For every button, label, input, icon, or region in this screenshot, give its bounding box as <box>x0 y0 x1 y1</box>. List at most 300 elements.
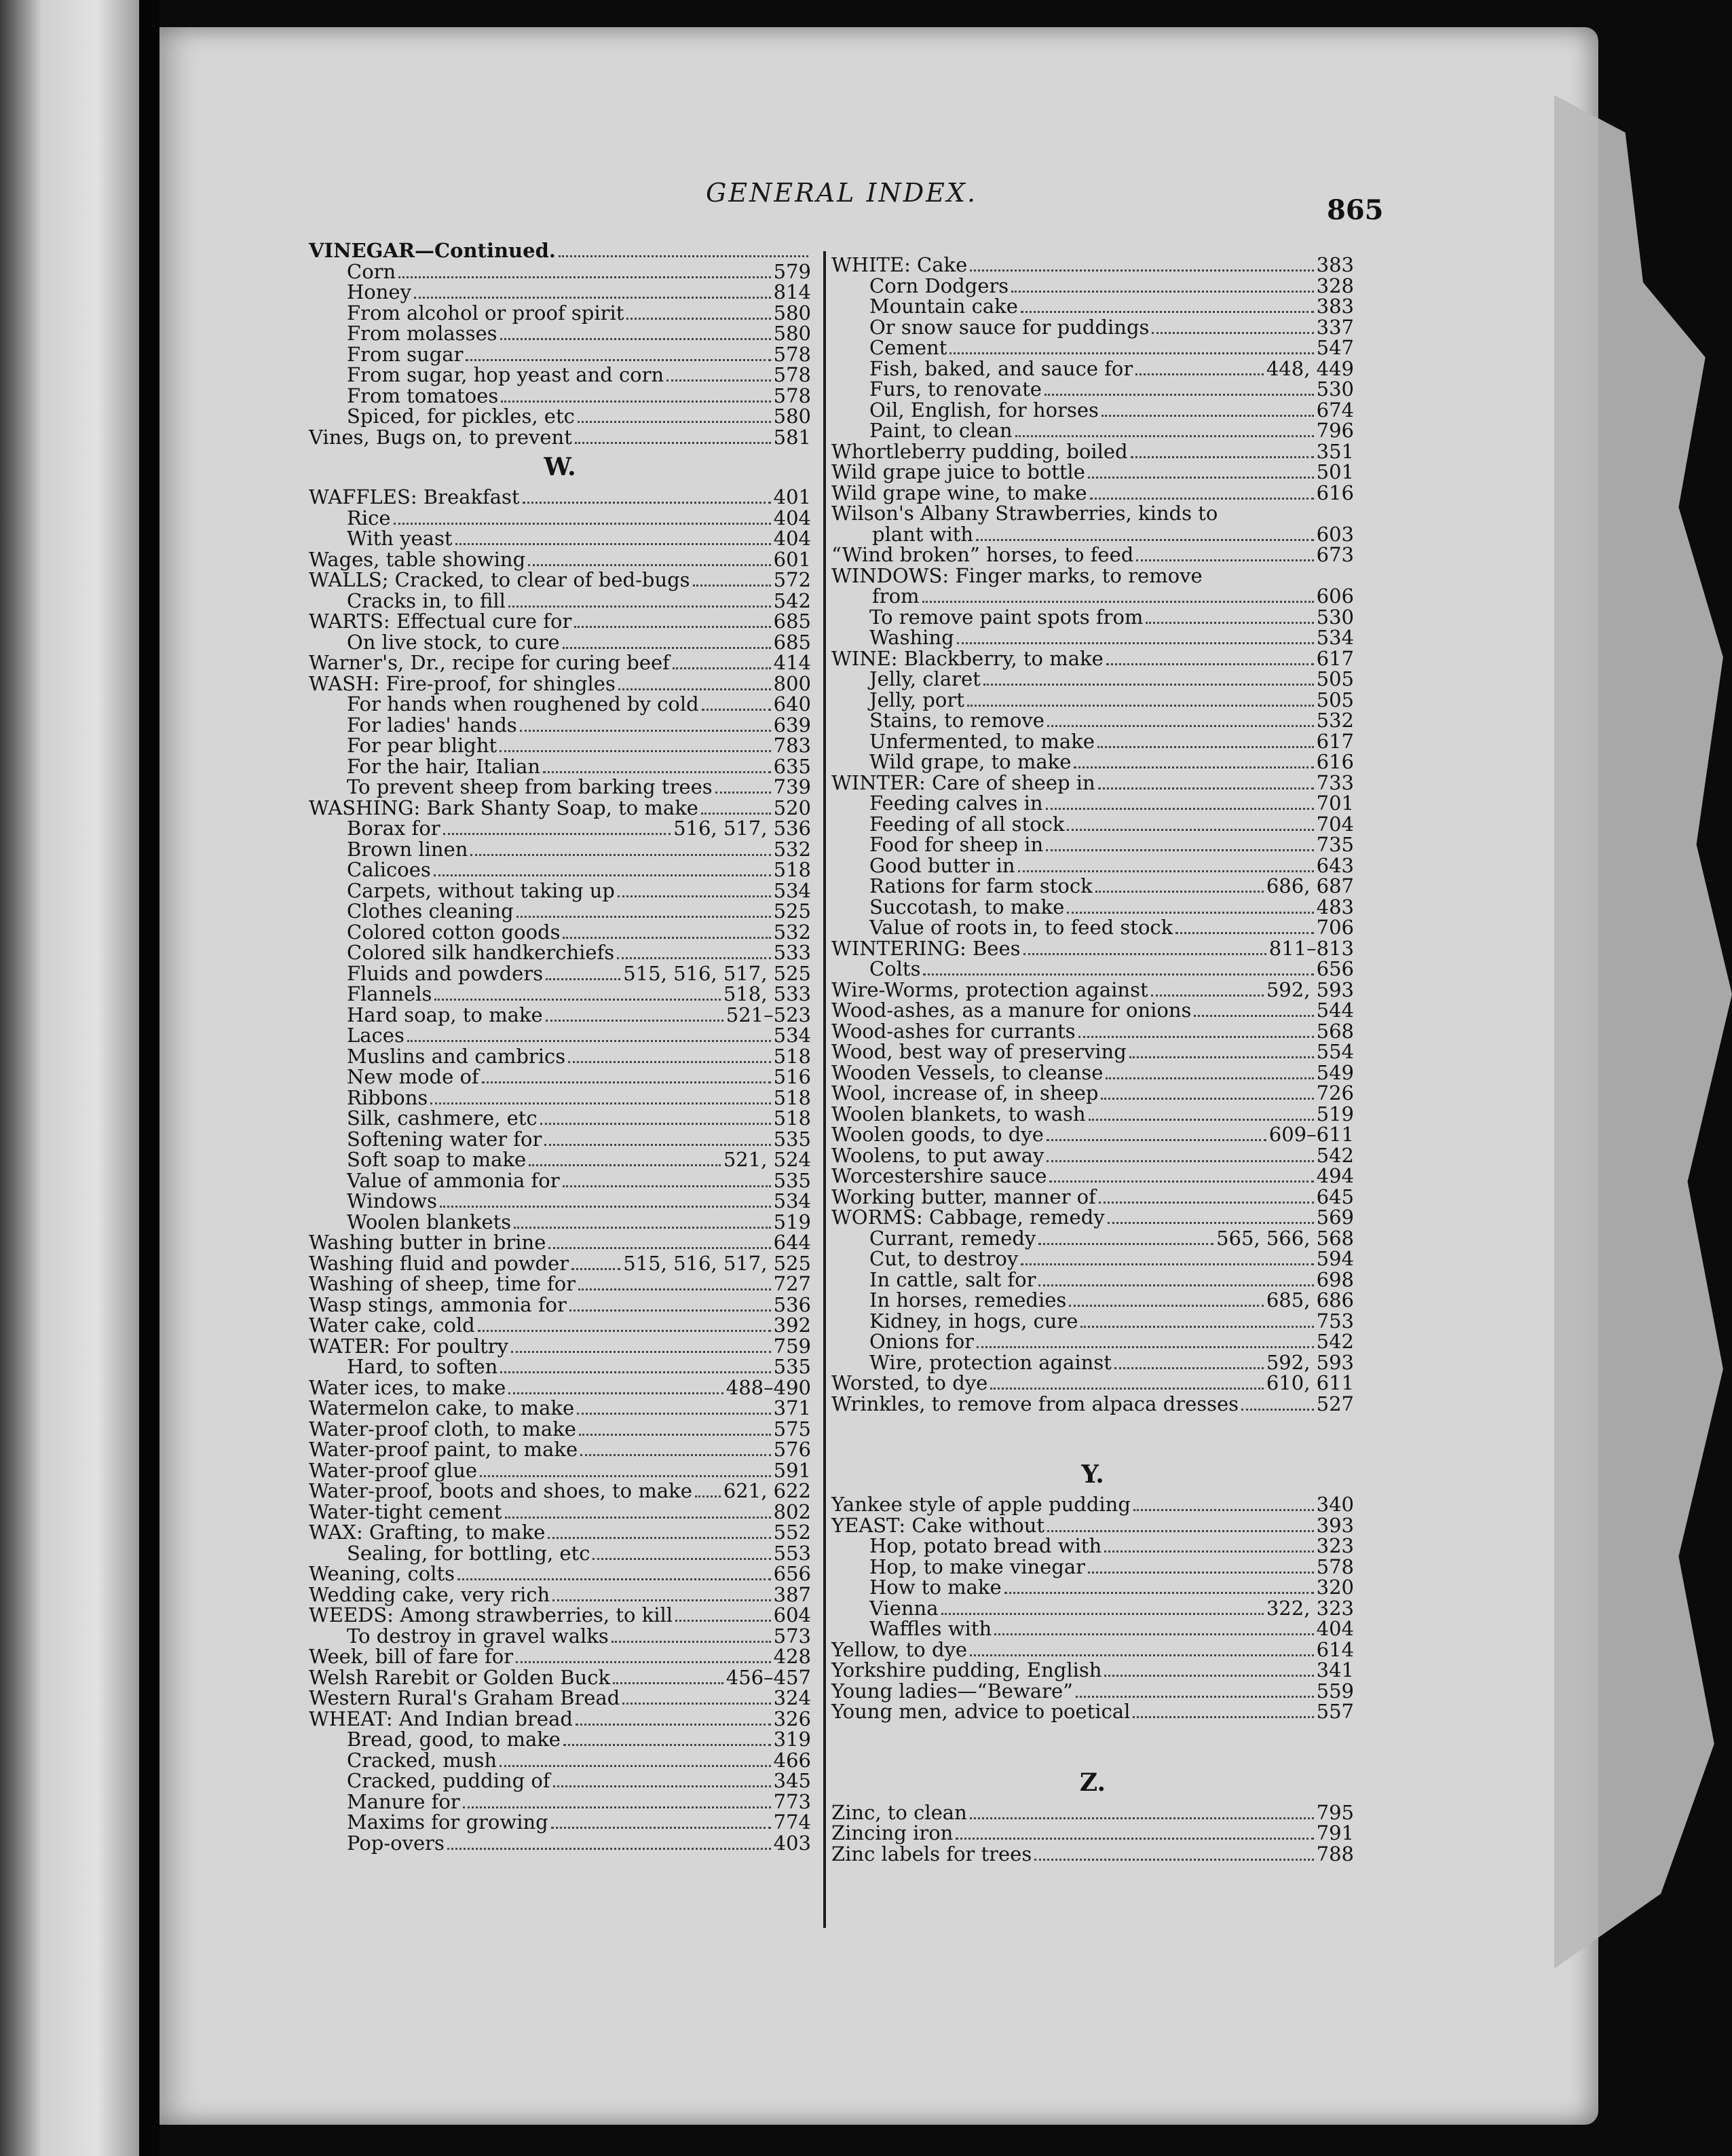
dot-leader <box>523 502 771 504</box>
dot-leader <box>1038 1284 1313 1286</box>
entry-page-ref: 393 <box>1316 1513 1354 1537</box>
dot-leader <box>941 1613 1264 1615</box>
entry-text: Jelly, port <box>869 688 964 711</box>
entry-text: Cracked, pudding of <box>347 1769 550 1792</box>
index-entry <box>309 323 811 344</box>
dot-leader <box>1047 1160 1313 1162</box>
entry-text: Hard, to soften <box>347 1355 498 1378</box>
entry-page-ref: 387 <box>773 1582 811 1606</box>
entry-page-ref: 542 <box>1316 1143 1354 1167</box>
entry-text: Cut, to destroy <box>869 1247 1019 1270</box>
entry-text: WINE: Blackberry, to make <box>831 646 1104 670</box>
index-entry <box>309 508 811 529</box>
entry-text: Fluids and powders <box>347 961 544 985</box>
entry-text: Waffles with <box>869 1617 992 1640</box>
index-entry <box>309 261 811 282</box>
entry-page-ref: 578 <box>773 342 811 366</box>
entry-text: Soft soap to make <box>347 1148 527 1171</box>
index-entry <box>831 503 1354 524</box>
dot-leader <box>666 379 770 382</box>
entry-page-ref: 515, 516, 517, 525 <box>623 961 811 985</box>
entry-page-ref: 674 <box>1316 398 1354 422</box>
dot-leader <box>701 813 771 815</box>
entry-page-ref: 733 <box>1316 770 1354 794</box>
index-entry <box>309 1667 811 1688</box>
entry-text: Wood, best way of preserving <box>831 1040 1127 1063</box>
dot-leader <box>577 1413 771 1415</box>
index-entry <box>309 673 811 694</box>
index-entry <box>831 648 1354 669</box>
entry-text: Bread, good, to make <box>347 1728 561 1751</box>
dot-leader <box>559 255 808 257</box>
dot-leader <box>1021 311 1314 313</box>
index-entry <box>309 1232 811 1253</box>
dot-leader <box>546 1020 723 1022</box>
entry-page-ref: 580 <box>773 405 811 428</box>
index-entry <box>831 834 1354 855</box>
entry-text: Oil, English, for horses <box>869 398 1099 422</box>
entry-page-ref: 519 <box>773 1210 811 1233</box>
entry-page-ref: 392 <box>773 1314 811 1337</box>
entry-text: WAX: Grafting, to make <box>309 1521 546 1544</box>
entry-page-ref: 521, 524 <box>723 1148 811 1171</box>
index-entry <box>831 793 1354 814</box>
index-entry <box>831 379 1354 400</box>
index-entry <box>309 1191 811 1212</box>
entry-text: Stains, to remove <box>869 709 1044 732</box>
index-entry <box>309 282 811 303</box>
entry-page-ref: 735 <box>1316 833 1354 856</box>
entry-page-ref: 533 <box>773 941 811 964</box>
entry-text: Working butter, manner of <box>831 1185 1096 1208</box>
dot-leader <box>1097 746 1314 748</box>
entry-page-ref: 580 <box>773 322 811 345</box>
dot-leader <box>407 1040 771 1042</box>
entry-text: To remove paint spots from <box>869 605 1144 629</box>
entry-page-ref: 320 <box>1316 1576 1354 1599</box>
entry-text: Worsted, to dye <box>831 1371 988 1394</box>
entry-text: WHEAT: And Indian bread <box>309 1707 573 1730</box>
dot-leader <box>1047 725 1314 727</box>
entry-text: Washing fluid and powder <box>309 1251 569 1275</box>
entry-text: Silk, cashmere, etc <box>347 1107 538 1130</box>
entry-page-ref: 494 <box>1316 1164 1354 1187</box>
entry-text: Wild grape, to make <box>869 750 1072 773</box>
entry-text: Calicoes <box>347 858 431 881</box>
dot-leader <box>501 401 770 403</box>
index-entry <box>831 1269 1354 1290</box>
index-entry <box>309 1295 811 1316</box>
index-entry <box>831 1494 1354 1515</box>
entry-text: Wood-ashes for currants <box>831 1019 1076 1043</box>
index-entry <box>831 358 1354 379</box>
dot-leader <box>1088 1572 1314 1574</box>
index-entry <box>831 627 1354 648</box>
entry-text: Warner's, Dr., recipe for curing beef <box>309 651 670 674</box>
entry-page-ref: 616 <box>1316 481 1354 504</box>
entry-text: Woolen goods, to dye <box>831 1123 1044 1146</box>
dot-leader <box>675 1620 771 1622</box>
entry-text: Cement <box>869 336 947 359</box>
entry-page-ref: 609–611 <box>1268 1123 1354 1146</box>
entry-text: New mode of <box>347 1065 479 1088</box>
index-entry <box>309 1046 811 1067</box>
index-entry <box>309 1315 811 1336</box>
entry-text: Manure for <box>347 1789 460 1813</box>
entry-text: Water-tight cement <box>309 1500 502 1523</box>
dot-leader <box>563 937 770 939</box>
entry-page-ref: 520 <box>773 796 811 819</box>
entry-page-ref: 788 <box>1316 1842 1354 1865</box>
entry-text: WASH: Fire-proof, for shingles <box>309 671 616 695</box>
index-entry <box>309 1398 811 1419</box>
dot-leader <box>578 1288 771 1290</box>
index-entry <box>309 1584 811 1605</box>
index-entry <box>831 483 1354 504</box>
dot-leader <box>553 1785 771 1787</box>
entry-page-ref: 796 <box>1316 419 1354 442</box>
entry-page-ref: 617 <box>1316 646 1354 670</box>
dot-leader <box>1038 1243 1213 1245</box>
dot-leader <box>1089 1119 1314 1121</box>
index-entry <box>309 365 811 386</box>
index-entry <box>309 694 811 715</box>
index-column-left <box>309 240 811 1853</box>
entry-text: To prevent sheep from barking trees <box>347 775 713 798</box>
index-entry <box>309 798 811 819</box>
index-entry <box>831 1618 1354 1639</box>
index-entry <box>309 839 811 860</box>
entry-page-ref: 645 <box>1316 1185 1354 1208</box>
entry-text: WASHING: Bark Shanty Soap, to make <box>309 796 698 819</box>
index-entry <box>309 1212 811 1233</box>
section-gap <box>831 1414 1354 1455</box>
dot-leader <box>622 1703 770 1705</box>
entry-text: Feeding calves in <box>869 792 1043 815</box>
dot-leader <box>1046 849 1314 851</box>
dot-leader <box>563 647 771 649</box>
entry-text: In cattle, salt for <box>869 1267 1036 1291</box>
entry-text: Yellow, to dye <box>831 1637 968 1661</box>
entry-text: Weaning, colts <box>309 1562 455 1585</box>
entry-page-ref: 580 <box>773 301 811 324</box>
entry-text: Woolen blankets <box>347 1210 512 1233</box>
entry-page-ref: 428 <box>773 1645 811 1668</box>
dot-leader <box>500 750 770 752</box>
index-entry <box>309 303 811 324</box>
index-entry <box>309 1253 811 1274</box>
dot-leader <box>447 1848 771 1850</box>
index-entry <box>309 1356 811 1377</box>
index-entry <box>309 652 811 673</box>
dot-leader <box>1018 870 1314 872</box>
dot-leader <box>1047 1139 1266 1141</box>
index-entry <box>831 544 1354 565</box>
entry-text: Windows <box>347 1189 437 1212</box>
index-entry <box>831 980 1354 1001</box>
dot-leader <box>511 1351 771 1353</box>
entry-page-ref: 701 <box>1316 792 1354 815</box>
index-entry <box>309 1729 811 1750</box>
entry-page-ref: 617 <box>1316 729 1354 753</box>
index-entry <box>831 917 1354 938</box>
dot-leader <box>466 359 770 361</box>
dot-leader <box>563 1744 771 1746</box>
entry-text: WATER: For poultry <box>309 1334 509 1358</box>
entry-text: Whortleberry pudding, boiled <box>831 439 1128 463</box>
index-entry <box>309 1770 811 1791</box>
entry-text: Week, bill of fare for <box>309 1645 514 1668</box>
dot-leader <box>548 1247 770 1249</box>
entry-page-ref: 557 <box>1316 1700 1354 1723</box>
dot-leader <box>1067 912 1313 914</box>
entry-text: from <box>872 584 920 608</box>
entry-page-ref: 791 <box>1316 1821 1354 1844</box>
entry-page-ref: 404 <box>773 527 811 550</box>
entry-text: Zinc, to clean <box>831 1800 967 1824</box>
entry-text: Vines, Bugs on, to prevent <box>309 425 572 449</box>
index-entry <box>831 1331 1354 1352</box>
entry-page-ref: 530 <box>1316 377 1354 401</box>
dot-leader <box>552 1599 770 1601</box>
dot-leader <box>976 539 1314 541</box>
index-entry <box>309 1439 811 1460</box>
entry-page-ref: 554 <box>1316 1040 1354 1063</box>
entry-page-ref: 518 <box>773 858 811 881</box>
entry-page-ref: 518 <box>773 1085 811 1109</box>
entry-text: Welsh Rarebit or Golden Buck <box>309 1665 611 1689</box>
index-entry <box>309 632 811 653</box>
entry-text: Good butter in <box>869 853 1015 877</box>
index-entry <box>831 317 1354 338</box>
index-entry <box>309 611 811 632</box>
dot-leader <box>508 1392 723 1394</box>
dot-leader <box>434 874 771 876</box>
index-entry <box>831 1598 1354 1619</box>
index-entry <box>831 1639 1354 1660</box>
dot-leader <box>1194 1015 1313 1017</box>
entry-page-ref: 549 <box>1316 1060 1354 1084</box>
dot-leader <box>1146 622 1313 624</box>
dot-leader <box>544 1144 770 1146</box>
dot-leader <box>480 1475 771 1477</box>
index-entry <box>831 669 1354 690</box>
entry-text: Yorkshire pudding, English <box>831 1658 1102 1681</box>
entry-text: Value of ammonia for <box>347 1168 560 1192</box>
entry-text: From molasses <box>347 322 497 345</box>
entry-text: Softening water for <box>347 1127 542 1151</box>
entry-text: Onions for <box>869 1330 975 1353</box>
index-entry <box>831 1124 1354 1145</box>
index-entry <box>309 570 811 591</box>
entry-text: Watermelon cake, to make <box>309 1396 575 1419</box>
entry-page-ref: 521–523 <box>726 1003 811 1026</box>
entry-page-ref: 686, 687 <box>1266 874 1354 897</box>
entry-text: Mountain cake <box>869 295 1018 318</box>
entry-page-ref: 544 <box>1316 999 1354 1022</box>
dot-leader <box>455 543 771 545</box>
entry-text: From alcohol or proof spirit <box>347 301 624 324</box>
entry-page-ref: 759 <box>773 1334 811 1358</box>
entry-page-ref: 383 <box>1316 253 1354 276</box>
entry-page-ref: 542 <box>1316 1330 1354 1353</box>
entry-page-ref: 483 <box>1316 895 1354 918</box>
index-entry <box>309 735 811 756</box>
index-entry <box>831 1660 1354 1681</box>
entry-text: Value of roots in, to feed stock <box>869 916 1173 939</box>
entry-text: Brown linen <box>347 837 468 861</box>
dot-leader <box>548 1537 770 1539</box>
entry-page-ref: 488–490 <box>726 1375 811 1399</box>
dot-leader <box>470 854 770 856</box>
entry-page-ref: 644 <box>773 1231 811 1254</box>
entry-page-ref: 414 <box>773 651 811 674</box>
dot-leader <box>977 1346 1314 1348</box>
entry-text: Water-proof cloth, to make <box>309 1417 576 1441</box>
entry-page-ref: 704 <box>1316 812 1354 836</box>
index-entry <box>309 528 811 549</box>
entry-page-ref: 565, 566, 568 <box>1216 1226 1354 1250</box>
index-entry <box>831 1701 1354 1722</box>
index-entry <box>831 1844 1354 1865</box>
entry-page-ref: 581 <box>773 425 811 449</box>
entry-text: Wages, table showing <box>309 547 526 571</box>
index-entry <box>309 1563 811 1584</box>
entry-text: Washing butter in brine <box>309 1231 546 1254</box>
entry-page-ref: 727 <box>773 1272 811 1295</box>
dot-leader <box>1095 891 1264 893</box>
entry-text: Wasp stings, ammonia for <box>309 1293 567 1316</box>
entry-page-ref: 706 <box>1316 916 1354 939</box>
dot-leader <box>673 667 771 669</box>
index-entry <box>309 1543 811 1564</box>
index-entry <box>831 751 1354 773</box>
index-entry <box>831 897 1354 918</box>
entry-text: Cracks in, to fill <box>347 589 506 612</box>
entry-page-ref: 635 <box>773 754 811 778</box>
index-entry <box>831 1021 1354 1042</box>
entry-page-ref: 534 <box>1316 626 1354 649</box>
entry-text: Wool, increase of, in sheep <box>831 1081 1099 1104</box>
entry-text: Wedding cake, very rich <box>309 1582 550 1606</box>
index-entry <box>309 777 811 798</box>
dot-leader <box>1136 559 1313 561</box>
dot-leader <box>574 626 770 628</box>
entry-text: Kidney, in hogs, cure <box>869 1309 1078 1333</box>
entry-page-ref: 536 <box>773 1293 811 1316</box>
entry-page-ref: 404 <box>1316 1617 1354 1640</box>
dot-leader <box>1078 1036 1314 1038</box>
entry-page-ref: 576 <box>773 1438 811 1461</box>
index-entry <box>309 756 811 777</box>
dot-leader <box>1076 1696 1314 1698</box>
index-entry <box>831 731 1354 752</box>
dot-leader <box>551 1827 771 1829</box>
index-entry <box>831 855 1354 876</box>
entry-text: WINDOWS: Finger marks, to remove <box>831 563 1203 587</box>
entry-page-ref: 579 <box>773 259 811 283</box>
entry-page-ref: 753 <box>1316 1309 1354 1333</box>
index-entry <box>831 337 1354 358</box>
dot-leader <box>1088 477 1314 479</box>
section-gap <box>831 1722 1354 1763</box>
entry-text: From tomatoes <box>347 384 499 407</box>
entry-text: Water-proof paint, to make <box>309 1438 578 1461</box>
dot-leader <box>520 730 771 732</box>
entry-page-ref: 535 <box>773 1127 811 1151</box>
entry-page-ref: 591 <box>773 1458 811 1482</box>
dot-leader <box>1108 1222 1314 1224</box>
dot-leader <box>1034 1859 1313 1861</box>
dot-leader <box>1241 1409 1314 1411</box>
entry-page-ref: 383 <box>1316 295 1354 318</box>
dot-leader <box>508 606 771 608</box>
entry-page-ref: 614 <box>1316 1637 1354 1661</box>
entry-page-ref: 552 <box>773 1521 811 1544</box>
entry-page-ref: 592, 593 <box>1266 978 1354 1001</box>
index-entry <box>831 276 1354 297</box>
dot-leader <box>1106 663 1314 665</box>
index-entry <box>309 1812 811 1833</box>
index-entry <box>831 586 1354 607</box>
entry-text: To destroy in gravel walks <box>347 1624 609 1648</box>
index-entry <box>831 1145 1354 1166</box>
index-entry <box>309 427 811 448</box>
index-entry <box>309 1336 811 1357</box>
entry-text: For pear blight <box>347 734 497 757</box>
entry-text: For ladies' hands <box>347 713 517 737</box>
entry-page-ref: 773 <box>773 1789 811 1813</box>
index-entry <box>831 876 1354 897</box>
dot-leader <box>1011 291 1313 293</box>
dot-leader <box>1152 332 1313 334</box>
dot-leader <box>923 973 1313 975</box>
entry-page-ref: 656 <box>1316 957 1354 980</box>
dot-leader <box>478 1330 771 1332</box>
dot-leader <box>613 1682 723 1684</box>
index-entry <box>309 1419 811 1440</box>
index-entry <box>831 420 1354 441</box>
entry-page-ref: 542 <box>773 589 811 612</box>
dot-leader <box>394 523 771 525</box>
entry-page-ref: 698 <box>1316 1267 1354 1291</box>
entry-page-ref: 518 <box>773 1107 811 1130</box>
dot-leader <box>529 1164 721 1166</box>
entry-text: Young men, advice to poetical <box>831 1700 1131 1723</box>
entry-text: WEEDS: Among strawberries, to kill <box>309 1603 673 1627</box>
index-entry <box>309 1626 811 1647</box>
index-entry <box>309 1460 811 1481</box>
index-entry <box>309 1481 811 1502</box>
entry-text: Pop-overs <box>347 1831 445 1855</box>
entry-page-ref: 337 <box>1316 315 1354 339</box>
entry-text: Water cake, cold <box>309 1314 475 1337</box>
dot-leader <box>1175 932 1313 934</box>
entry-text: Water-proof glue <box>309 1458 478 1482</box>
index-entry <box>309 1085 811 1109</box>
entry-page-ref: 322, 323 <box>1266 1596 1354 1620</box>
index-entry <box>831 462 1354 483</box>
dot-leader <box>500 338 771 340</box>
entry-page-ref: 341 <box>1316 1658 1354 1681</box>
dot-leader <box>514 1227 770 1229</box>
entry-text: Water ices, to make <box>309 1375 506 1399</box>
entry-text: Zincing iron <box>831 1821 954 1844</box>
dot-leader <box>463 1806 771 1808</box>
entry-page-ref: 610, 611 <box>1266 1371 1354 1394</box>
entry-text: Hop, to make vinegar <box>869 1555 1086 1578</box>
entry-page-ref: 572 <box>773 568 811 591</box>
